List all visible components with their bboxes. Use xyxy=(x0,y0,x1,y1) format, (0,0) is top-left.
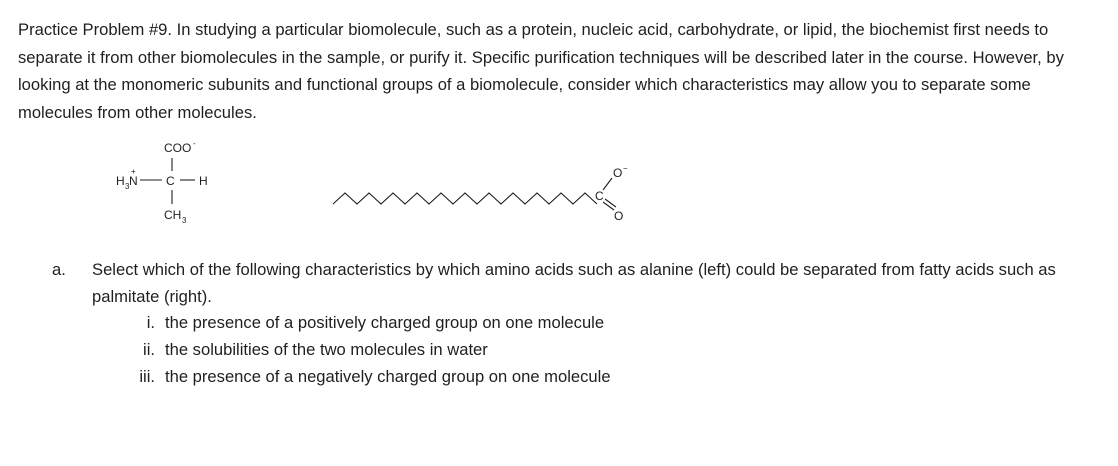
palmitate-carbon-chain xyxy=(333,193,597,204)
alanine-structure xyxy=(116,140,208,225)
alanine-hydrogen: H xyxy=(199,174,208,188)
alanine-methyl: CH xyxy=(164,208,182,222)
alanine-carboxylate: COO xyxy=(164,141,192,155)
molecule-structures xyxy=(0,140,1118,240)
option-text: the presence of a positively charged group on one molecule xyxy=(165,313,605,332)
option-marker: ii. xyxy=(143,340,155,359)
palmitate-structure xyxy=(333,164,628,223)
alanine-carboxylate-charge: - xyxy=(193,140,196,148)
alanine-amino-charge: + xyxy=(131,167,136,176)
palmitate-oxygen-charge: − xyxy=(623,164,628,173)
option-text: the solubilities of the two molecules in water xyxy=(165,340,488,359)
alanine-amino-h: H xyxy=(116,174,125,188)
palmitate-oxygen-top: O xyxy=(613,166,623,180)
option-marker: i. xyxy=(146,313,155,332)
alanine-methyl-subscript: 3 xyxy=(182,216,187,225)
palmitate-double-bond-1 xyxy=(603,202,614,210)
option-marker: iii. xyxy=(139,367,155,386)
option-iii xyxy=(115,363,815,390)
question-text: Select which of the following characteristics by which amino acids such as alanine (left) could be separated from fatty acids such as palmitate (right). xyxy=(92,260,1056,306)
option-ii xyxy=(115,336,815,363)
option-i xyxy=(115,309,815,336)
structure-drawing xyxy=(0,140,1118,240)
problem-intro: Practice Problem #9. In studying a particular biomolecule, such as a protein, nucleic acid, carbohydrate, or lipid, the biochemist first needs to separate it from other biomolecules in the sample, or purify it. Specific purification techniques will be described later in the course. However, by looking at the monomeric subunits and functional groups of a biomolecule, consider which characteristics may allow you to separate some molecules from other molecules. xyxy=(18,20,1064,122)
option-text: the presence of a negatively charged group on one molecule xyxy=(165,367,611,386)
palmitate-double-bond-2 xyxy=(605,199,616,207)
question-marker: a. xyxy=(52,260,66,279)
alanine-alpha-carbon: C xyxy=(166,174,175,188)
alanine-amino-subscript: 3 xyxy=(125,182,130,191)
palmitate-bond-o-top xyxy=(603,178,612,190)
alanine-amino-n: N xyxy=(129,174,138,188)
palmitate-oxygen-bottom: O xyxy=(614,209,624,223)
palmitate-carbon: C xyxy=(595,189,604,203)
answer-options xyxy=(115,309,815,390)
